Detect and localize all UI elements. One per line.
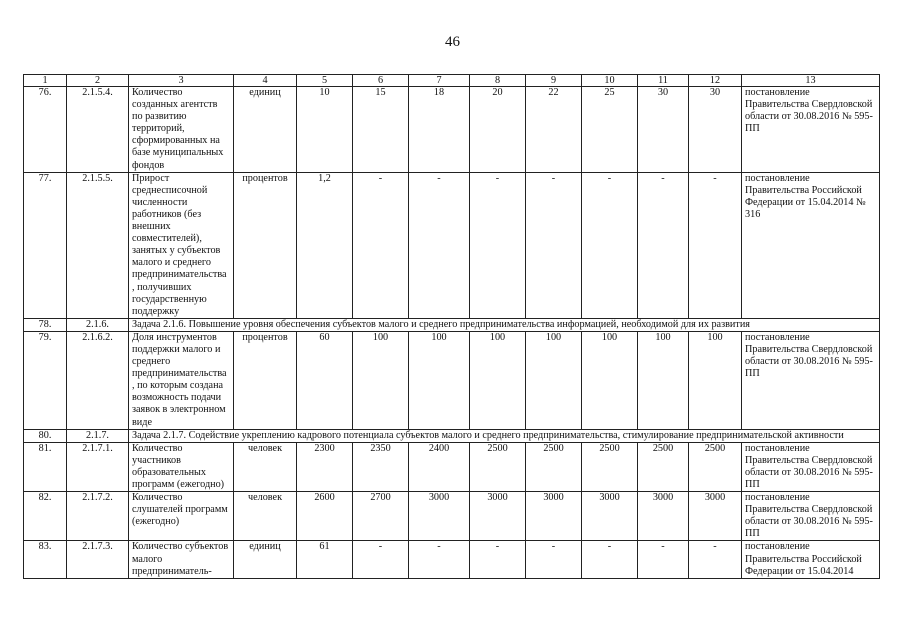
table-row [24, 87, 880, 173]
value-cell: 100 [689, 331, 742, 429]
column-number-row [24, 75, 880, 87]
table-body [24, 75, 880, 579]
row-code: 2.1.6. [67, 318, 129, 331]
row-code: 2.1.5.4. [67, 87, 129, 173]
row-number: 82. [24, 492, 67, 541]
value-cell: 2350 [353, 442, 409, 491]
indicator-name: Доля инструментов поддержки малого и среднего предпринимательства , по которым создана возможность подачи заявок в электронном виде [129, 331, 234, 429]
value-cell: 100 [409, 331, 470, 429]
source-document: постановление Правительства Свердловской области от 30.08.2016 № 595-ПП [742, 331, 880, 429]
indicator-unit: человек [234, 442, 297, 491]
value-cell: 2500 [582, 442, 638, 491]
value-cell: 10 [297, 87, 353, 173]
value-cell: - [638, 172, 689, 318]
source-document: постановление Правительства Российской Федерации от 15.04.2014 № 316 [742, 172, 880, 318]
value-cell: 100 [526, 331, 582, 429]
value-cell: 2600 [297, 492, 353, 541]
value-cell: - [409, 541, 470, 578]
column-header: 10 [582, 75, 638, 87]
value-cell: 2500 [526, 442, 582, 491]
column-header: 6 [353, 75, 409, 87]
value-cell: 20 [470, 87, 526, 173]
table-row [24, 541, 880, 578]
value-cell: 2500 [638, 442, 689, 491]
indicator-name: Количество слушателей программ (ежегодно) [129, 492, 234, 541]
row-code: 2.1.6.2. [67, 331, 129, 429]
row-number: 79. [24, 331, 67, 429]
value-cell: - [526, 541, 582, 578]
table-row [24, 442, 880, 491]
row-number: 77. [24, 172, 67, 318]
value-cell: - [353, 541, 409, 578]
indicator-name: Количество субъектов малого предприниматель- [129, 541, 234, 578]
indicator-unit: единиц [234, 541, 297, 578]
value-cell: 100 [470, 331, 526, 429]
row-code: 2.1.5.5. [67, 172, 129, 318]
value-cell: 3000 [409, 492, 470, 541]
indicator-unit: процентов [234, 331, 297, 429]
table-row [24, 172, 880, 318]
value-cell: 100 [353, 331, 409, 429]
value-cell: 1,2 [297, 172, 353, 318]
value-cell: 2400 [409, 442, 470, 491]
row-number: 80. [24, 429, 67, 442]
value-cell: 25 [582, 87, 638, 173]
value-cell: 2500 [689, 442, 742, 491]
indicator-name: Количество участников образовательных программ (ежегодно) [129, 442, 234, 491]
row-code: 2.1.7.1. [67, 442, 129, 491]
value-cell: 30 [689, 87, 742, 173]
indicator-unit: процентов [234, 172, 297, 318]
table-row [24, 492, 880, 541]
column-header: 8 [470, 75, 526, 87]
column-header: 13 [742, 75, 880, 87]
value-cell: - [470, 172, 526, 318]
value-cell: 3000 [582, 492, 638, 541]
row-code: 2.1.7.2. [67, 492, 129, 541]
column-header: 4 [234, 75, 297, 87]
value-cell: 15 [353, 87, 409, 173]
column-header: 1 [24, 75, 67, 87]
value-cell: 2700 [353, 492, 409, 541]
value-cell: - [582, 541, 638, 578]
value-cell: 3000 [526, 492, 582, 541]
row-number: 76. [24, 87, 67, 173]
row-number: 83. [24, 541, 67, 578]
value-cell: - [582, 172, 638, 318]
value-cell: - [689, 541, 742, 578]
value-cell: - [353, 172, 409, 318]
row-code: 2.1.7.3. [67, 541, 129, 578]
value-cell: 3000 [470, 492, 526, 541]
value-cell: - [409, 172, 470, 318]
column-header: 9 [526, 75, 582, 87]
column-header: 5 [297, 75, 353, 87]
column-header: 12 [689, 75, 742, 87]
task-text: Задача 2.1.7. Содействие укреплению кадрового потенциала субъектов малого и среднего предпринимательства, стимулирование предпринимательской активности [129, 429, 880, 442]
column-header: 2 [67, 75, 129, 87]
value-cell: 22 [526, 87, 582, 173]
value-cell: 2500 [470, 442, 526, 491]
indicator-unit: единиц [234, 87, 297, 173]
page-number: 46 [445, 34, 460, 50]
value-cell: 60 [297, 331, 353, 429]
column-header: 11 [638, 75, 689, 87]
indicator-name: Количество созданных агентств по развитию территорий, сформированных на базе муниципальных фондов [129, 87, 234, 173]
column-header: 7 [409, 75, 470, 87]
value-cell: - [689, 172, 742, 318]
task-text: Задача 2.1.6. Повышение уровня обеспечения субъектов малого и среднего предпринимательства информацией, необходимой для их развития [129, 318, 880, 331]
table-row [24, 331, 880, 429]
value-cell: 18 [409, 87, 470, 173]
source-document: постановление Правительства Свердловской области от 30.08.2016 № 595-ПП [742, 492, 880, 541]
value-cell: 100 [582, 331, 638, 429]
value-cell: - [470, 541, 526, 578]
task-row [24, 429, 880, 442]
indicator-name: Прирост среднесписочной численности работников (без внешних совместителей), занятых у субъектов малого и среднего предпринимательства , получивших государственную поддержку [129, 172, 234, 318]
value-cell: 100 [638, 331, 689, 429]
source-document: постановление Правительства Свердловской области от 30.08.2016 № 595-ПП [742, 87, 880, 173]
row-code: 2.1.7. [67, 429, 129, 442]
value-cell: 3000 [689, 492, 742, 541]
value-cell: 3000 [638, 492, 689, 541]
source-document: постановление Правительства Свердловской области от 30.08.2016 № 595-ПП [742, 442, 880, 491]
value-cell: 30 [638, 87, 689, 173]
column-header: 3 [129, 75, 234, 87]
value-cell: - [638, 541, 689, 578]
source-document: постановление Правительства Российской Федерации от 15.04.2014 [742, 541, 880, 578]
row-number: 78. [24, 318, 67, 331]
indicators-table [23, 74, 880, 579]
indicator-unit: человек [234, 492, 297, 541]
value-cell: 2300 [297, 442, 353, 491]
row-number: 81. [24, 442, 67, 491]
value-cell: - [526, 172, 582, 318]
value-cell: 61 [297, 541, 353, 578]
task-row [24, 318, 880, 331]
